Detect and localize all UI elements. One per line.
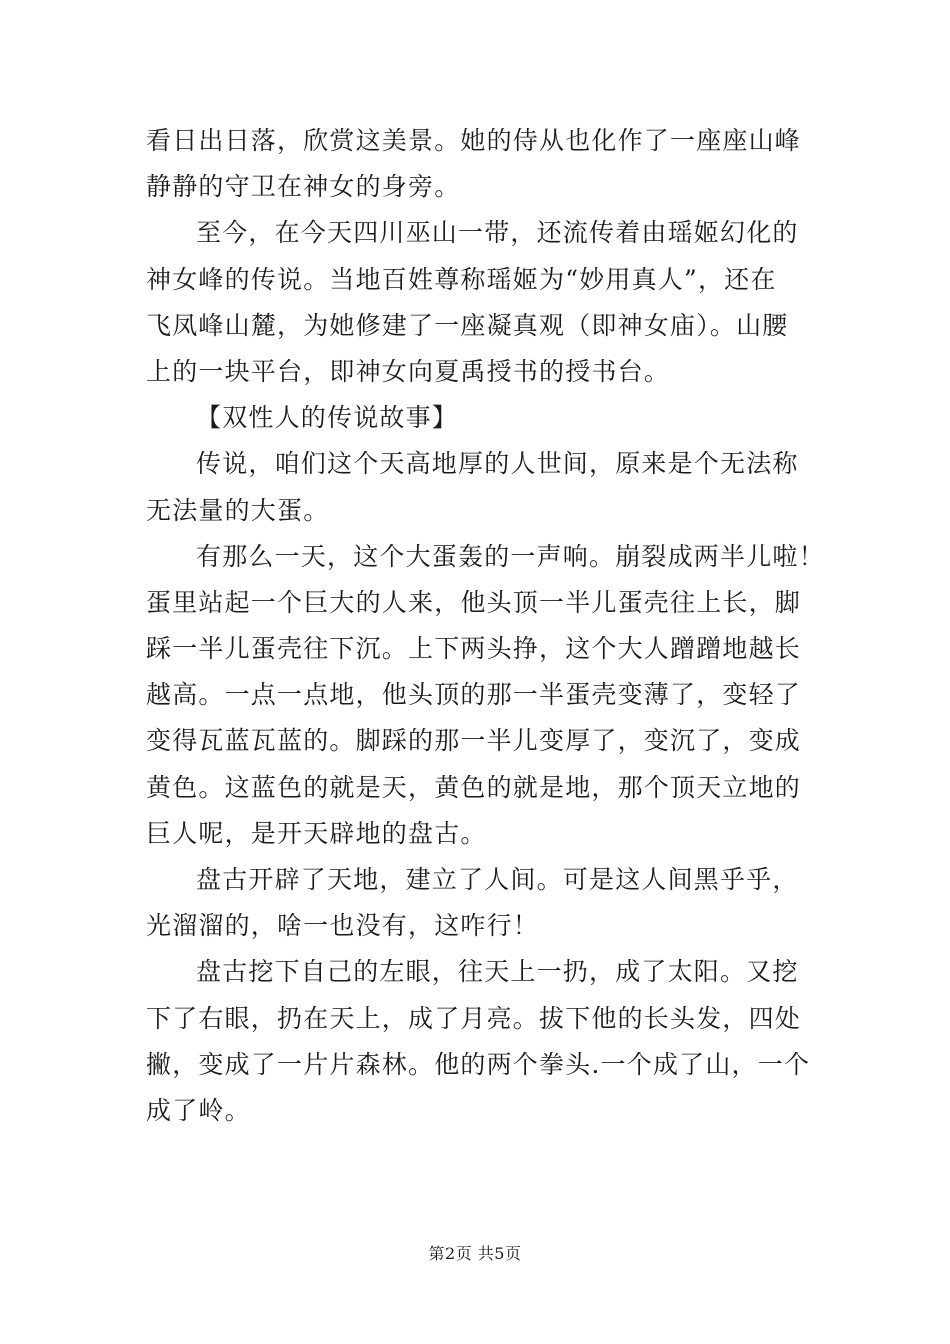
text-line: 越高。一点一点地，他头顶的那一半蛋壳变薄了，变轻了 [146,680,802,710]
text-line: 看日出日落，欣赏这美景。她的侍从也化作了一座座山峰 [146,126,802,155]
text-line: 下了右眼，扔在天上，成了月亮。拔下他的长头发，四处 [146,1003,802,1033]
text-line: 光溜溜的，啥一也没有，这咋行！ [146,911,540,941]
body-text [146,118,825,1134]
text-line: 飞凤峰山麓，为她修建了一座凝真观（即神女庙）。山腰 [146,310,789,340]
text-line: 黄色。这蓝色的就是天，黄色的就是地，那个顶天立地的 [146,772,802,802]
text-line: 踩一半儿蛋壳往下沉。上下两头挣，这个大人蹭蹭地越长 [146,634,802,664]
text-line: 有那么一天，这个大蛋轰的一声响。崩裂成两半儿啦！ [196,541,825,571]
text-line: 蛋里站起一个巨大的人来，他头顶一半儿蛋壳往上长，脚 [146,587,802,617]
text-line: 传说，咱们这个天高地厚的人世间，原来是个无法称 [196,449,799,479]
text-line: 静静的守卫在神女的身旁。 [146,172,461,202]
section-heading: 【双性人的传说故事】 [196,403,459,433]
page-footer [0,1241,950,1264]
text-line: 至今，在今天四川巫山一带，还流传着由瑶姬幻化的 [196,218,799,248]
text-line: 盘古开辟了天地，建立了人间。可是这人间黑乎乎， [196,865,799,894]
text-line: 巨人呢，是开天辟地的盘古。 [146,818,487,848]
text-line: 神女峰的传说。当地百姓尊称瑶姬为“妙用真人”，还在 [146,264,777,294]
page-number: 第2页 共5页 [428,1244,522,1263]
text-line: 变得瓦蓝瓦蓝的。脚踩的那一半儿变厚了，变沉了，变成 [146,726,802,756]
text-line: 成了岭。 [146,1095,251,1125]
text-line: 无法量的大蛋。 [146,495,330,525]
text-line: 盘古挖下自己的左眼，往天上一扔，成了太阳。又挖 [196,957,799,987]
text-line: 撇，变成了一片片森林。他的两个拳头.一个成了山，一个 [146,1049,811,1079]
text-line: 上的一块平台，即神女向夏禹授书的授书台。 [146,356,671,386]
